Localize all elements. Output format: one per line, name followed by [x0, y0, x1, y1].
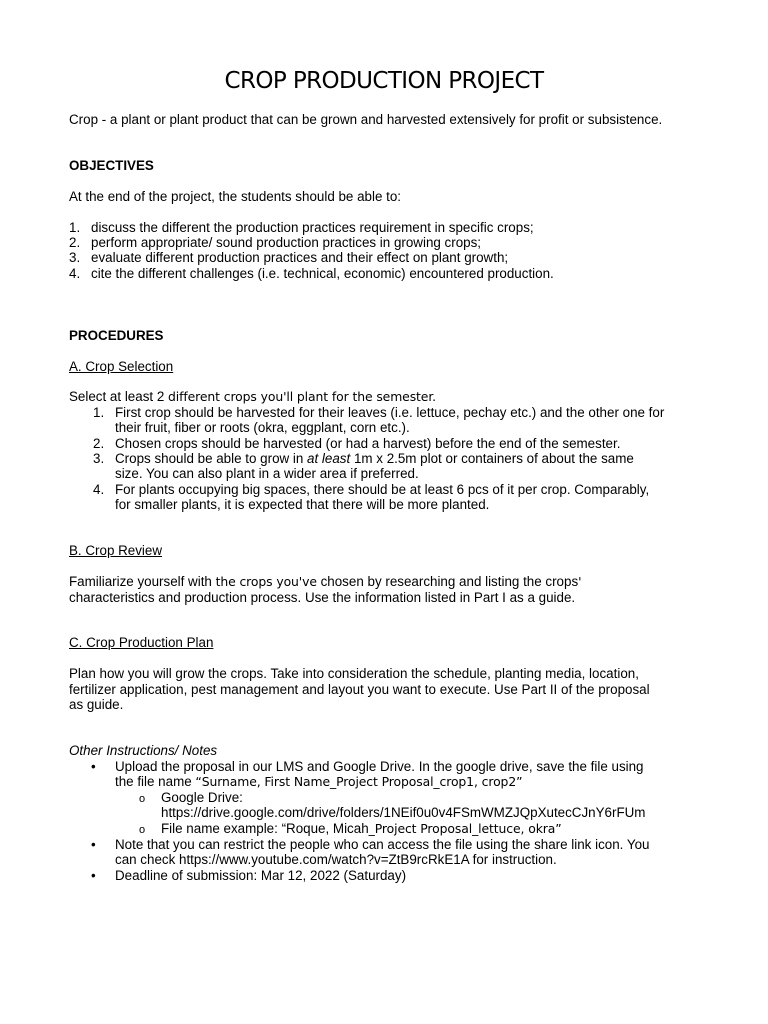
bullet-icon: • [91, 759, 96, 774]
selection-item: 3. Crops should be able to grow in at least 1m x 2.5m plot or containers of about the same [93, 451, 634, 466]
notes-heading: Other Instructions/ Notes [69, 743, 218, 758]
objectives-heading: OBJECTIVES [69, 158, 154, 173]
selection-item: 2. Chosen crops should be harvested (or had a harvest) before the end of the semester. [93, 436, 621, 451]
bullet-icon: • [91, 837, 96, 852]
production-plan-text: as guide. [69, 697, 124, 712]
crop-review-text: Familiarize yourself with the crops you've chosen by researching and listing the crops' [69, 574, 582, 589]
notes-bullet-cont: the file name “Surname, First Name_Project Proposal_crop1, crop2” [115, 774, 523, 789]
objectives-intro: At the end of the project, the students should be able to: [69, 189, 402, 204]
objective-item: 2. perform appropriate/ sound production practices in growing crops; [69, 235, 482, 250]
notes-sub-bullet: o Google Drive: [139, 790, 243, 807]
notes-bullet: • Deadline of submission: Mar 12, 2022 (Saturday) [69, 868, 406, 883]
selection-item: 4. For plants occupying big spaces, there should be at least 6 pcs of it per crop. Comparably, [93, 482, 650, 497]
objective-item: 4. cite the different challenges (i.e. technical, economic) encountered production. [69, 266, 554, 281]
crop-selection-heading: A. Crop Selection [69, 359, 174, 374]
crop-selection-intro: Select at least 2 different crops you'll plant for the semester. [69, 389, 437, 404]
selection-item-cont: for smaller plants, it is expected that there will be more planted. [115, 497, 490, 512]
procedures-heading: PROCEDURES [69, 328, 164, 343]
selection-item-cont: their fruit, fiber or roots (okra, eggplant, corn etc.). [115, 420, 410, 435]
selection-item-cont: size. You can also plant in a wider area if preferred. [115, 466, 419, 481]
production-plan-text: fertilizer application, pest management and layout you want to execute. Use Part II of the proposal [69, 682, 650, 697]
page-title: CROP PRODUCTION PROJECT [224, 68, 544, 94]
notes-bullet: • Upload the proposal in our LMS and Google Drive. In the google drive, save the file using [69, 759, 644, 774]
objective-item: 3. evaluate different production practices and their effect on plant growth; [69, 250, 509, 265]
selection-item: 1. First crop should be harvested for their leaves (i.e. lettuce, pechay etc.) and the other one for [93, 405, 665, 420]
sub-bullet-icon: o [139, 824, 146, 836]
crop-review-heading: B. Crop Review [69, 543, 163, 558]
notes-bullet-cont: can check https://www.youtube.com/watch?v=ZtB9rcRkE1A for instruction. [115, 852, 557, 867]
bullet-icon: • [91, 868, 96, 883]
notes-sub-bullet: o File name example: “Roque, Micah_Project Proposal_lettuce, okra” [139, 821, 562, 838]
production-plan-text: Plan how you will grow the crops. Take into consideration the schedule, planting media, location, [69, 666, 639, 681]
production-plan-heading: C. Crop Production Plan [69, 635, 214, 650]
crop-review-text-cont: characteristics and production process. Use the information listed in Part I as a guide. [69, 590, 576, 605]
notes-bullet: • Note that you can restrict the people who can access the file using the share link icon. You [69, 837, 649, 852]
sub-bullet-icon: o [139, 793, 146, 805]
objective-item: 1. discuss the different the production practices requirement in specific crops; [69, 220, 534, 235]
google-drive-link[interactable]: https://drive.google.com/drive/folders/1NEif0u0v4FSmWMZJQpXutecCJnY6rFUm [161, 805, 646, 820]
crop-definition: Crop - a plant or plant product that can be grown and harvested extensively for profit or subsistence. [69, 112, 663, 127]
